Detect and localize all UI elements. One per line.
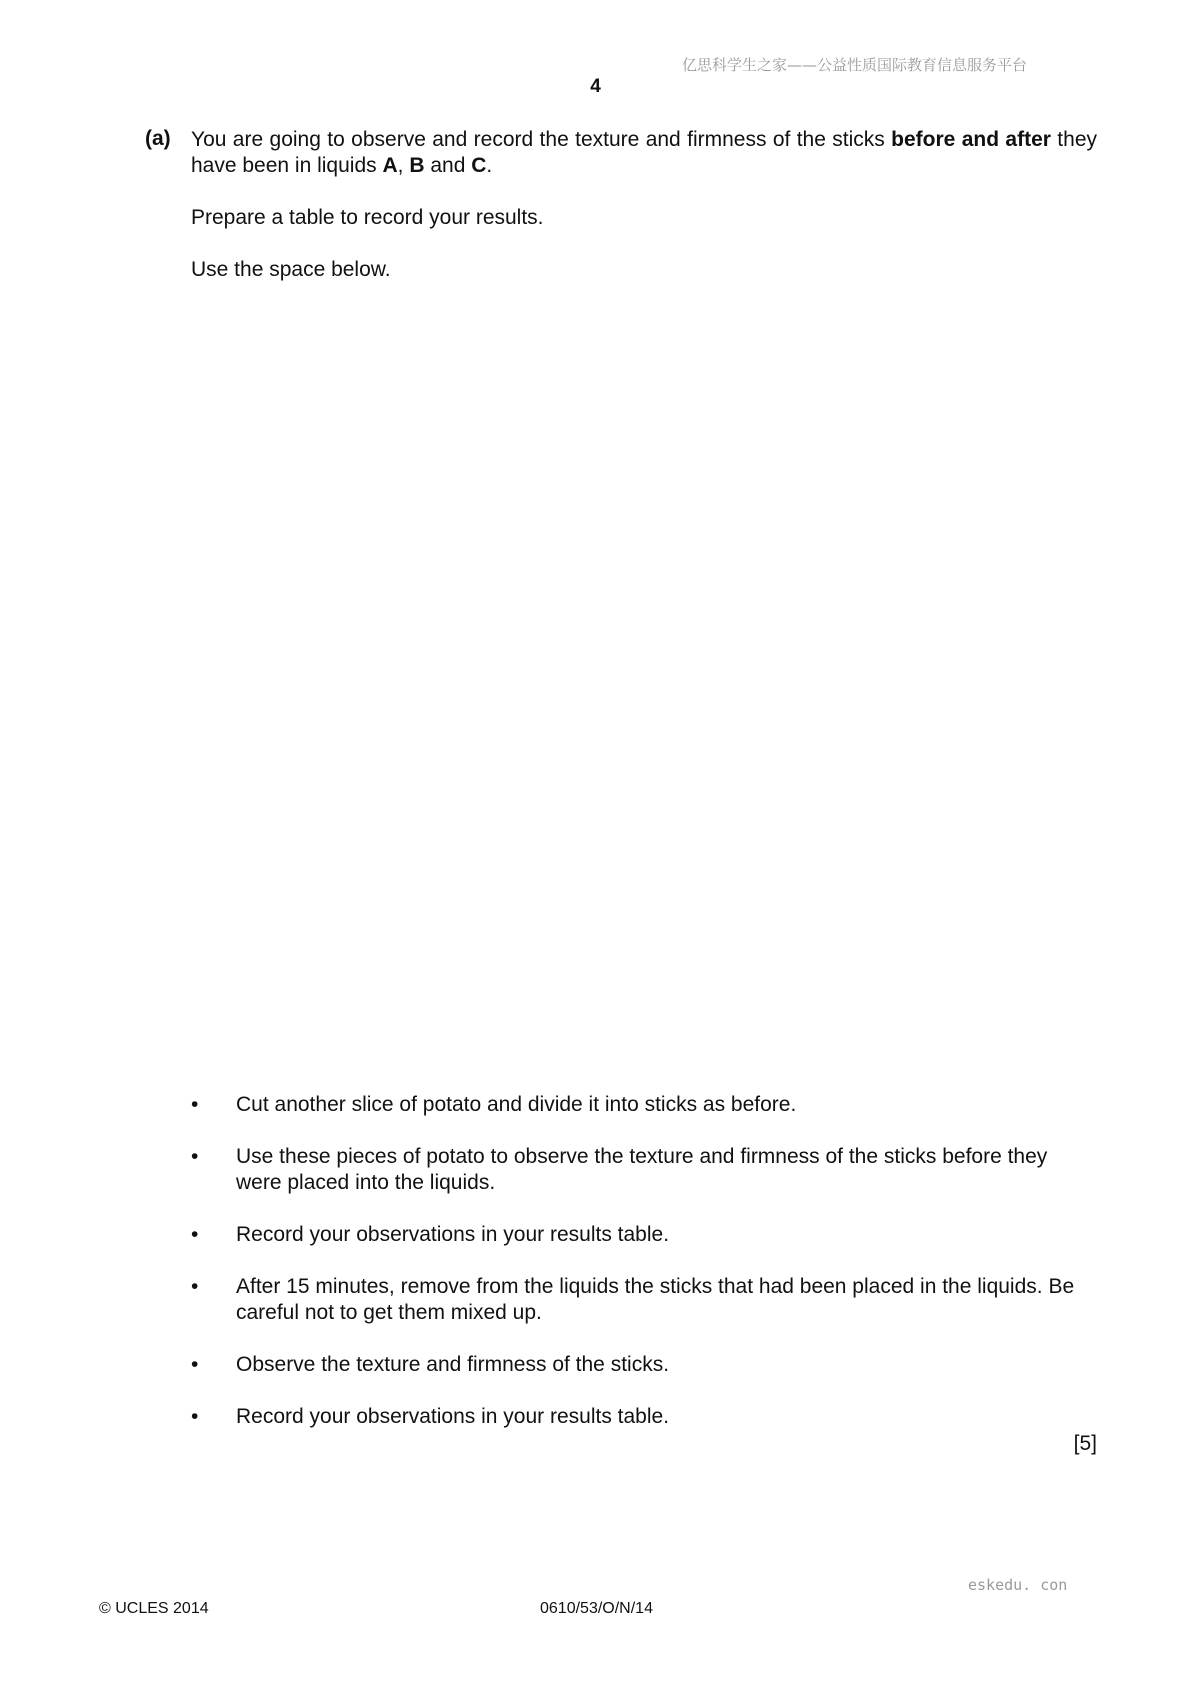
bullet-icon: • bbox=[191, 1275, 199, 1298]
list-item bbox=[191, 1352, 1097, 1378]
separator: and bbox=[424, 154, 472, 177]
question-emphasis: before and after bbox=[891, 128, 1051, 151]
bullet-icon: • bbox=[191, 1405, 199, 1428]
instruction-prepare-table: Prepare a table to record your results. bbox=[191, 206, 544, 229]
bullet-icon: • bbox=[191, 1353, 199, 1376]
header-watermark: 亿思科学生之家——公益性质国际教育信息服务平台 bbox=[682, 56, 1028, 74]
list-item bbox=[191, 1274, 1097, 1326]
list-item bbox=[191, 1092, 1097, 1118]
list-item-text: Cut another slice of potato and divide it into sticks as before. bbox=[236, 1093, 797, 1116]
answer-space[interactable] bbox=[191, 300, 1097, 1060]
list-item-text: Record your observations in your results table. bbox=[236, 1223, 670, 1246]
list-item bbox=[191, 1144, 1097, 1196]
liquid-c-label: C bbox=[471, 154, 487, 177]
footer-copyright: © UCLES 2014 bbox=[99, 1600, 209, 1617]
bullet-icon: • bbox=[191, 1093, 199, 1116]
footer-watermark: eskedu. con bbox=[968, 1576, 1068, 1594]
instruction-list bbox=[191, 1092, 1097, 1456]
bullet-icon: • bbox=[191, 1145, 199, 1168]
page-number: 4 bbox=[590, 76, 601, 97]
list-item-text: Observe the texture and firmness of the sticks. bbox=[236, 1353, 670, 1376]
question-text-part2: they have been in liquids bbox=[191, 128, 1098, 177]
list-item-text: Use these pieces of potato to observe the texture and firmness of the sticks before they were placed into the liquids. bbox=[236, 1145, 1048, 1194]
separator: , bbox=[397, 154, 410, 177]
marks-total: [5] bbox=[1073, 1432, 1097, 1455]
instruction-use-space: Use the space below. bbox=[191, 258, 391, 281]
list-item-text: After 15 minutes, remove from the liquids the sticks that had been placed in the liquids. Be careful not to get them mixed up. bbox=[236, 1275, 1075, 1324]
list-item-text: Record your observations in your results table. bbox=[236, 1405, 670, 1428]
sentence-end: . bbox=[486, 154, 493, 177]
liquid-a-label: A bbox=[382, 154, 398, 177]
question-label: (a) bbox=[145, 127, 171, 150]
list-item bbox=[191, 1404, 1097, 1430]
footer-paper-code: 0610/53/O/N/14 bbox=[540, 1600, 653, 1617]
liquid-b-label: B bbox=[409, 154, 425, 177]
question-text-part1: You are going to observe and record the texture and firmness of the sticks bbox=[191, 128, 892, 151]
bullet-icon: • bbox=[191, 1223, 199, 1246]
list-item bbox=[191, 1222, 1097, 1248]
question-text bbox=[191, 127, 1097, 179]
